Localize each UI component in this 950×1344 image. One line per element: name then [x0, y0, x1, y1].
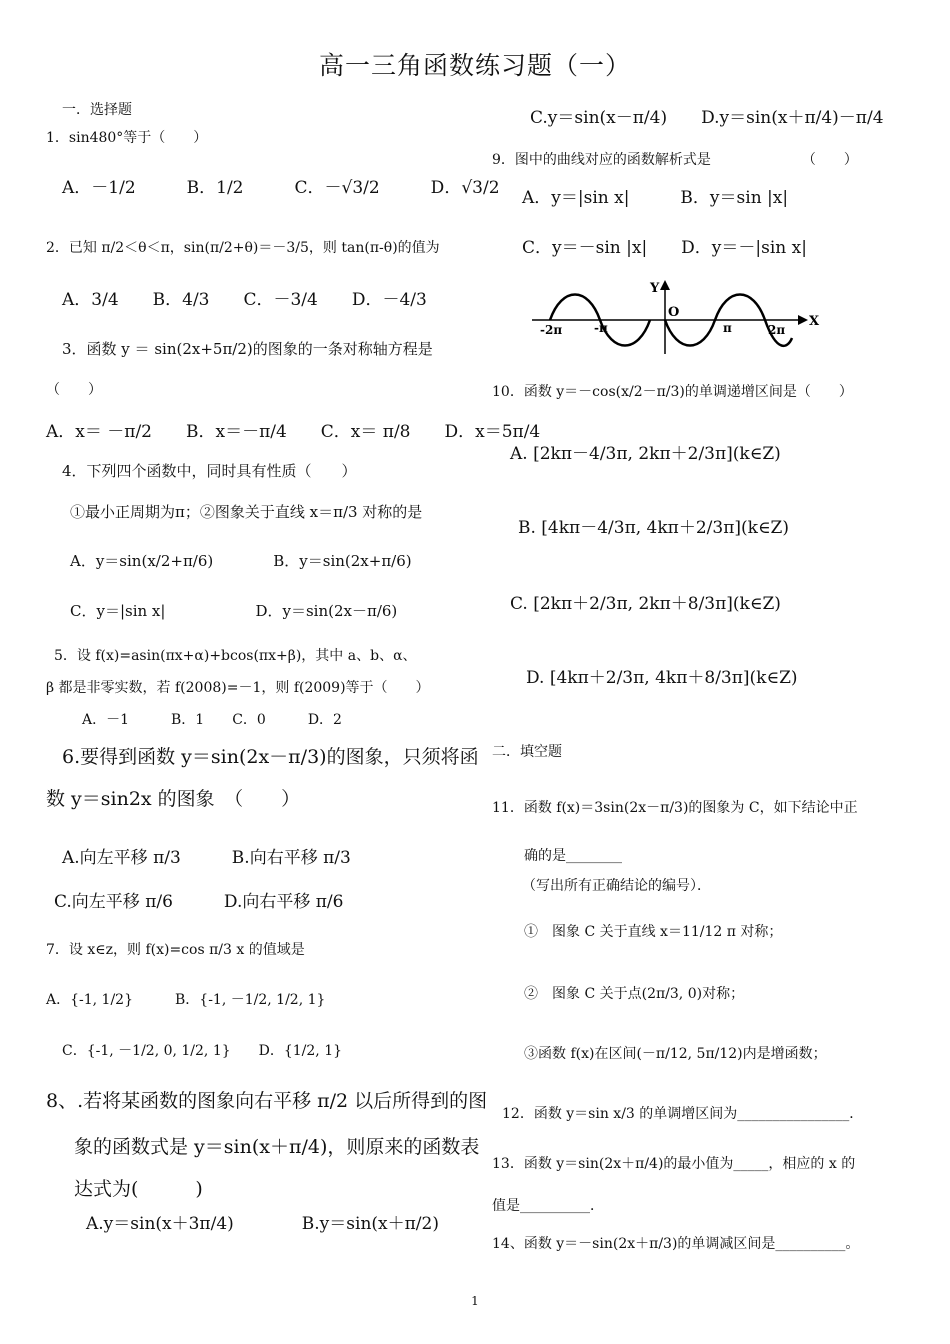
- right-line: A．y＝|sin x| B．y＝sin |x|: [522, 188, 789, 208]
- left-line: C.向左平移 π/6 D.向右平移 π/6: [54, 892, 344, 912]
- right-line: 二．填空题: [492, 744, 562, 760]
- right-line: 12．函数 y＝sin x/3 的单调增区间为________________．: [502, 1106, 864, 1122]
- left-line: 8、.若将某函数的图象向右平移 π/2 以后所得到的图: [46, 1090, 488, 1112]
- left-line: A.y＝sin(x＋3π/4) B.y＝sin(x＋π/2): [86, 1214, 439, 1234]
- left-line: A.向左平移 π/3 B.向右平移 π/3: [62, 848, 351, 868]
- left-line: A．{-1, 1/2} B．{-1, －1/2, 1/2, 1}: [46, 992, 326, 1008]
- left-line: 象的函数式是 y＝sin(x＋π/4)，则原来的函数表: [74, 1136, 480, 1158]
- left-line: A．－1 B．1 C．0 D．2: [82, 712, 342, 728]
- right-line: 确的是________: [524, 848, 622, 864]
- page-title: 高一三角函数练习题（一）: [318, 51, 631, 80]
- left-line: C．y＝|sin x| D．y＝sin(2x－π/6): [70, 602, 398, 620]
- left-line: A．y＝sin(x/2+π/6) B．y＝sin(2x+π/6): [70, 552, 412, 570]
- right-line: D. [4kπ＋2/3π, 4kπ＋8/3π](k∈Z): [526, 668, 798, 688]
- left-line: C．{-1, －1/2, 0, 1/2, 1} D．{1/2, 1}: [62, 1043, 343, 1059]
- left-line: 4．下列四个函数中，同时具有性质（ ）: [62, 462, 357, 480]
- left-line: 一．选择题: [62, 102, 132, 118]
- right-line: 10．函数 y＝－cos(x/2－π/3)的单调递增区间是（ ）: [492, 384, 853, 400]
- left-line: β 都是非零实数，若 f(2008)=－1，则 f(2009)等于（ ）: [46, 680, 430, 696]
- x-label: X: [809, 314, 820, 329]
- x-axis-arrow: [798, 315, 808, 325]
- left-line: 6.要得到函数 y＝sin(2x－π/3)的图象，只须将函: [62, 746, 479, 768]
- left-line: （ ）: [46, 382, 102, 398]
- y-label: Y: [650, 281, 660, 296]
- right-line: B. [4kπ－4/3π, 4kπ＋2/3π](k∈Z): [518, 518, 789, 538]
- tick-2pi: 2π: [768, 323, 786, 337]
- left-line: A．3/4 B．4/3 C．－3/4 D．－4/3: [62, 290, 427, 310]
- page-number: 1: [471, 1294, 479, 1308]
- right-line: ② 图象 C 关于点(2π/3, 0)对称；: [524, 986, 745, 1002]
- left-line: 1．sin480°等于（ ）: [46, 130, 208, 146]
- left-line: 达式为( ): [74, 1178, 203, 1200]
- left-line: 5．设 f(x)=asin(πx+α)+bcos(πx+β)，其中 a、b、α、: [54, 648, 417, 664]
- right-line: （写出所有正确结论的编号）．: [522, 878, 711, 894]
- right-line: 值是__________．: [492, 1198, 604, 1214]
- left-line: ①最小正周期为π；②图象关于直线 x＝π/3 对称的是: [70, 503, 423, 521]
- left-line: A．x＝ －π/2 B．x＝－π/4 C．x＝ π/8 D．x＝5π/4: [46, 422, 541, 442]
- tick-negpi: -π: [594, 321, 608, 335]
- right-line: C．y＝－sin |x| D．y＝－|sin x|: [522, 238, 807, 258]
- origin-label: O: [668, 305, 680, 320]
- right-line: 13．函数 y＝sin(2x＋π/4)的最小值为_____，相应的 x 的: [492, 1156, 856, 1172]
- right-line: A. [2kπ－4/3π, 2kπ＋2/3π](k∈Z): [510, 444, 781, 464]
- left-line: 2．已知 π/2＜θ＜π，sin(π/2+θ)＝－3/5，则 tan(π-θ)的值为: [46, 240, 440, 256]
- right-line: 14、函数 y＝－sin(2x＋π/3)的单调减区间是__________。: [492, 1236, 860, 1252]
- right-line: 9．图中的曲线对应的函数解析式是 （ ）: [492, 152, 858, 168]
- right-line: ① 图象 C 关于直线 x＝11/12 π 对称；: [524, 924, 783, 940]
- tick-pi: π: [723, 321, 732, 335]
- left-line: 数 y＝sin2x 的图象 （ ）: [46, 788, 301, 810]
- sine-curve-graph: [530, 278, 820, 358]
- right-line: ③函数 f(x)在区间(－π/12, 5π/12)内是增函数；: [524, 1046, 827, 1062]
- tick-neg2pi: -2π: [540, 323, 563, 337]
- right-line: C.y＝sin(x－π/4) D.y＝sin(x＋π/4)－π/4: [530, 108, 884, 128]
- right-line: C. [2kπ＋2/3π, 2kπ＋8/3π](k∈Z): [510, 594, 781, 614]
- right-line: 11．函数 f(x)＝3sin(2x－π/3)的图象为 C，如下结论中正: [492, 800, 858, 816]
- left-line: 3．函数 y ＝ sin(2x+5π/2)的图象的一条对称轴方程是: [62, 340, 433, 358]
- left-line: A．－1/2 B．1/2 C．－√3/2 D．√3/2: [62, 178, 500, 198]
- left-line: 7．设 x∈z，则 f(x)=cos π/3 x 的值域是: [46, 942, 305, 958]
- y-axis-arrow: [660, 280, 670, 290]
